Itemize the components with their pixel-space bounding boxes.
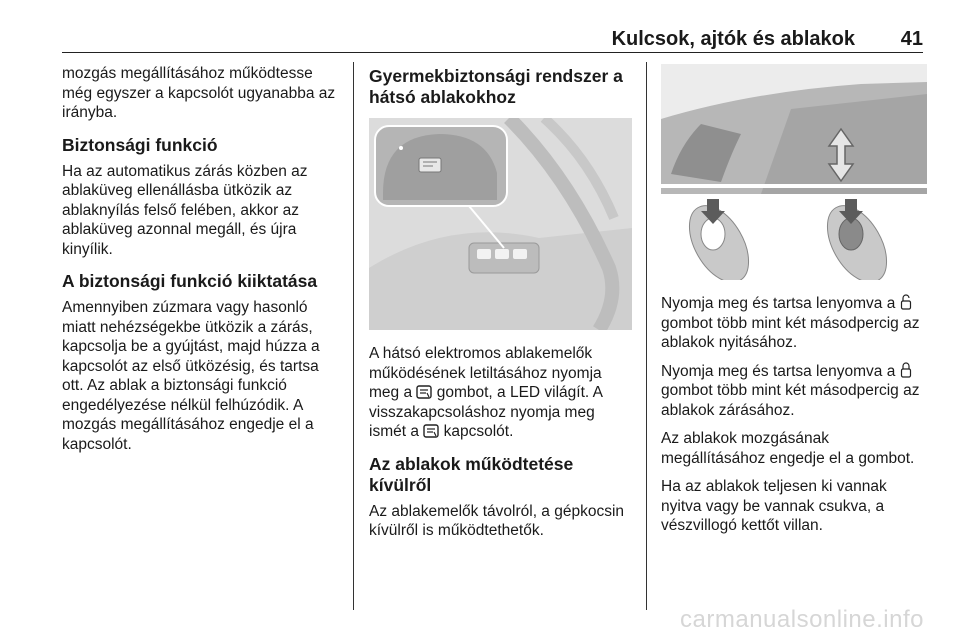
- child-lock-window-icon: [416, 385, 432, 399]
- column-right: [661, 64, 929, 545]
- section-heading: Biztonsági funkció: [62, 134, 218, 155]
- section-heading: Az ablakok működtetése kívülről: [369, 453, 574, 495]
- paragraph: Nyomja meg és tartsa lenyomva a gombot több mint két másodpercig az ablakok zárásához.: [661, 362, 920, 419]
- paragraph: Nyomja meg és tartsa lenyomva a gombot több mint két másodpercig az ablakok nyitásához.: [661, 295, 920, 351]
- page-number: 41: [900, 28, 923, 50]
- paragraph: Az ablakemelők távolról, a gépkocsin kívülről is működtethetők.: [369, 502, 625, 539]
- paragraph: Az ablakok mozgásának megállításához engedje el a gombot.: [661, 430, 915, 467]
- paragraph: Ha az ablakok teljesen ki vannak nyitva vagy be vannak csukva, a vészvillogó kettőt villan.: [661, 478, 887, 534]
- paragraph: Ha az automatikus zárás közben az ablaküveg ellenállásba ütközik az ablaknyílás felső felében, akkor az ablaküveg azonnal megáll, és újra kinyílik.: [62, 162, 308, 258]
- door-switch-illustration: [369, 118, 632, 330]
- column-divider: [353, 62, 354, 610]
- watermark: carmanualsonline.info: [680, 606, 924, 633]
- section-heading: A biztonsági funkció kiiktatása: [62, 271, 318, 291]
- paragraph: A hátsó elektromos ablakemelők működésének letiltásához nyomja meg a gombot, a LED világít. A visszakapcsoláshoz nyomja meg ismét a kapcsolót.: [369, 345, 603, 440]
- window-remote-illustration: [661, 64, 927, 280]
- unlock-icon: [900, 294, 912, 310]
- column-divider: [646, 62, 647, 610]
- paragraph: mozgás megállításához működtesse még egyszer a kapcsolót ugyanabba az irányba.: [62, 65, 336, 121]
- column-middle: [369, 64, 635, 550]
- header-rule: [62, 52, 923, 53]
- child-lock-window-icon: [423, 424, 439, 438]
- paragraph: Amennyiben zúzmara vagy hasonló miatt nehézségekbe ütközik a zárás, kapcsolja be a gyújtást, majd húzza a kapcsolót az első ütközésig, és tartsa ott. Az ablak a biztonsági funkció engedélyezése nélkül felhúzódik. A mozgás megállításához engedje el a kapcsolót.: [62, 299, 320, 453]
- column-left: [62, 64, 344, 463]
- section-heading: Gyermekbiztonsági rendszer a hátsó ablakokhoz: [369, 66, 623, 107]
- page-header-title: Kulcsok, ajtók és ablakok: [611, 28, 855, 50]
- lock-icon: [900, 362, 912, 378]
